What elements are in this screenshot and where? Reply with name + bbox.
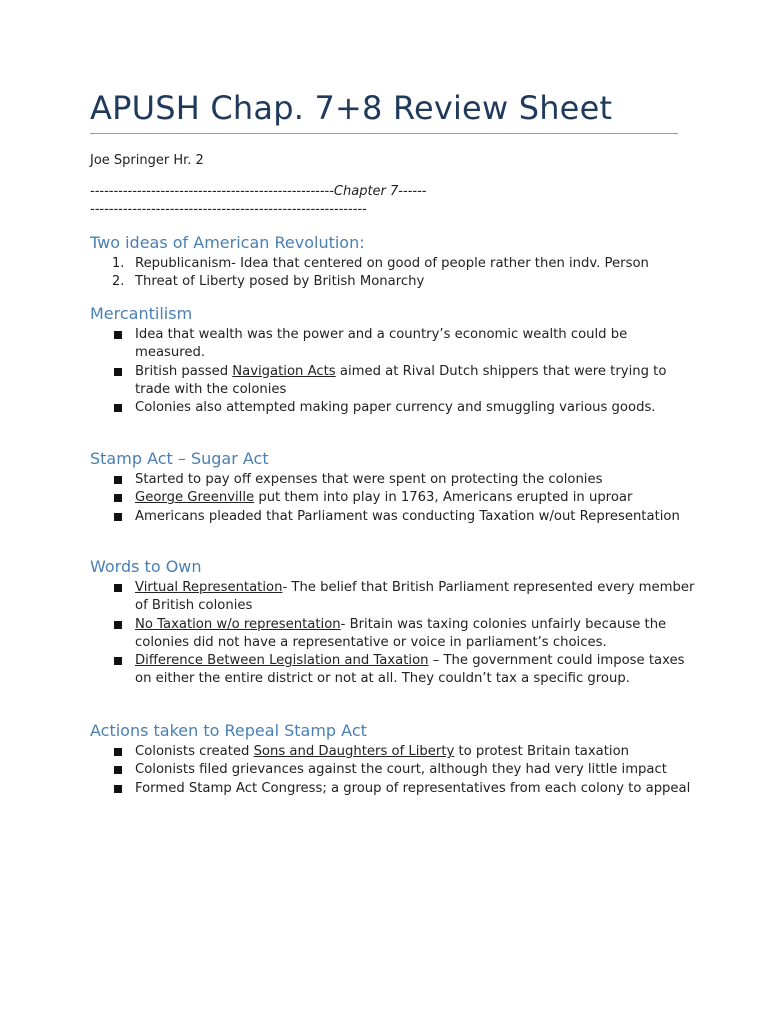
list-item-text: aimed at Rival Dutch shippers that were trying to trade with the colonies xyxy=(135,363,667,397)
underlined-term: Navigation Acts xyxy=(232,363,336,379)
list-item-text: to protest Britain taxation xyxy=(454,744,630,759)
underlined-term: Virtual Representation xyxy=(135,580,283,595)
list-item xyxy=(90,399,695,417)
title-underline xyxy=(90,133,678,134)
square-bullet-icon xyxy=(114,494,122,502)
list-item-text: Formed Stamp Act Congress; a group of representatives from each colony to appeal xyxy=(135,780,691,796)
square-bullet-icon xyxy=(114,368,122,376)
section-heading: Two ideas of American Revolution: xyxy=(90,233,365,252)
square-bullet-icon xyxy=(114,513,122,521)
square-bullet-icon xyxy=(114,621,122,629)
author-line: Joe Springer Hr. 2 xyxy=(90,153,204,168)
list-item-text: – The government could impose taxes on either the entire district or not at all. They couldn’t tax a specific group. xyxy=(135,653,685,687)
list-item xyxy=(90,471,695,489)
list-item-text: Threat of Liberty posed by British Monarchy xyxy=(135,274,425,290)
list-item-text: - Britain was taxing colonies unfairly because the colonies did not have a representative or voice in parliament’s choices. xyxy=(135,616,667,650)
section-words-to-own xyxy=(90,556,695,689)
list-item-text: Americans pleaded that Parliament was conducting Taxation w/out Representation xyxy=(135,508,680,524)
list-item-text: Idea that wealth was the power and a country’s economic wealth could be measured. xyxy=(135,327,628,361)
list-item xyxy=(90,508,695,526)
list-item-text: Colonies also attempted making paper currency and smuggling various goods. xyxy=(135,400,656,416)
list-item xyxy=(90,579,695,616)
square-bullet-icon xyxy=(114,785,122,793)
chapter-divider: ----------------------------------------------------Chapter 7----------------------------------------------------------------- xyxy=(90,184,427,217)
document-title: APUSH Chap. 7+8 Review Sheet xyxy=(90,89,613,127)
square-bullet-icon xyxy=(114,766,122,774)
section-heading: Words to Own xyxy=(90,557,202,576)
list-item-text: Colonists created xyxy=(135,744,254,759)
square-bullet-icon xyxy=(114,584,122,592)
underlined-term: George Greenville xyxy=(135,490,255,506)
list-item xyxy=(90,273,695,291)
numbered-list xyxy=(90,255,678,292)
list-item xyxy=(90,652,695,689)
list-item-text: put them into play in 1763, Americans erupted in uproar xyxy=(254,490,633,506)
bullet-list xyxy=(90,326,678,417)
list-item-text: Started to pay off expenses that were spent on protecting the colonies xyxy=(135,472,603,487)
square-bullet-icon xyxy=(114,476,122,484)
underlined-term: Difference Between Legislation and Taxation xyxy=(135,653,429,669)
square-bullet-icon xyxy=(114,331,122,339)
list-item xyxy=(90,363,695,400)
list-item-text: Republicanism- Idea that centered on good of people rather then indv. Person xyxy=(135,256,649,271)
list-item xyxy=(90,255,695,273)
list-number: 1. xyxy=(112,256,125,271)
list-item-text: Colonists filed grievances against the court, although they had very little impact xyxy=(135,762,667,778)
list-item xyxy=(90,761,695,779)
list-item-text: British passed xyxy=(135,363,233,379)
underlined-term: No Taxation w/o representation xyxy=(135,616,341,632)
list-item-text: - The belief that British Parliament represented every member of British colonies xyxy=(135,580,695,614)
section-heading: Actions taken to Repeal Stamp Act xyxy=(90,721,367,740)
square-bullet-icon xyxy=(114,404,122,412)
bullet-list xyxy=(90,743,691,798)
bullet-list xyxy=(90,579,695,689)
list-item xyxy=(90,780,695,798)
section-heading: Mercantilism xyxy=(90,304,193,323)
underlined-term: Sons and Daughters of Liberty xyxy=(253,744,455,759)
section-stamp-sugar-act xyxy=(90,448,678,526)
bullet-list xyxy=(90,471,678,526)
section-mercantilism xyxy=(90,303,678,417)
square-bullet-icon xyxy=(114,748,122,756)
section-heading: Stamp Act – Sugar Act xyxy=(90,449,269,468)
list-number: 2. xyxy=(112,274,125,290)
section-two-ideas xyxy=(90,232,678,292)
list-item xyxy=(90,489,695,507)
list-item xyxy=(90,743,695,761)
section-repeal-stamp-act xyxy=(90,720,691,798)
square-bullet-icon xyxy=(114,657,122,665)
list-item xyxy=(90,616,695,653)
list-item xyxy=(90,326,695,363)
